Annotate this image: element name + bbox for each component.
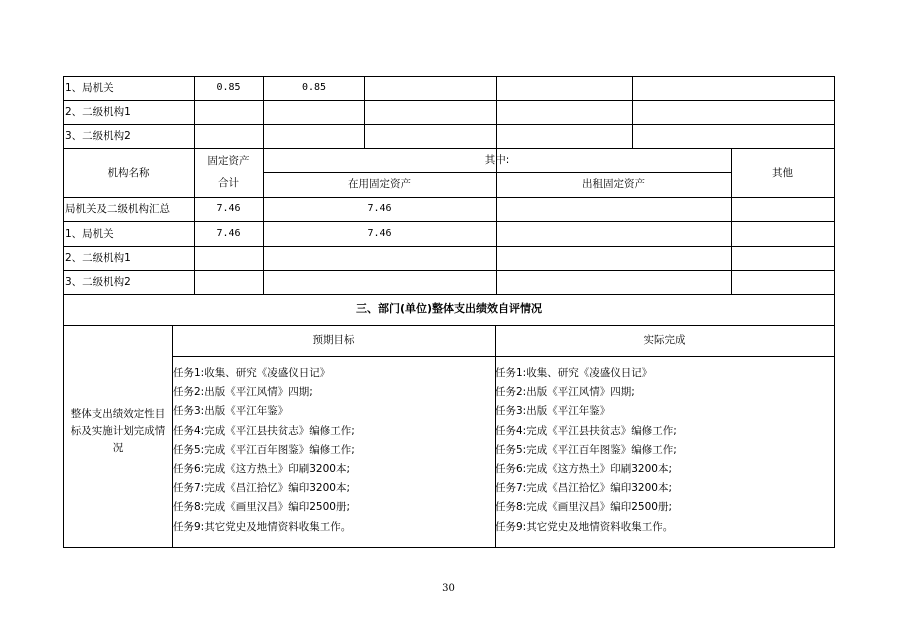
actual-task-item: 任务5:完成《平江百年图鉴》编修工作; — [495, 443, 677, 456]
expected-task-item: 任务3:出版《平江年鉴》 — [173, 405, 289, 418]
actual-task-item: 任务3:出版《平江年鉴》 — [495, 405, 611, 418]
table-rule — [63, 100, 835, 101]
column-header: 其他 — [772, 167, 793, 179]
column-header: 出租固定资产 — [582, 178, 645, 190]
section-title: 三、部门(单位)整体支出绩效自评情况 — [355, 302, 543, 315]
cell-value: 7.46 — [216, 228, 241, 239]
table-rule — [364, 76, 365, 148]
actual-task-item: 任务9:其它党史及地情资料收集工作。 — [495, 520, 674, 533]
row-label: 1、局机关 — [65, 82, 114, 94]
column-header: 预期目标 — [312, 334, 355, 346]
table-rule — [63, 197, 835, 198]
actual-task-item: 任务6:完成《这方热土》印刷3200本; — [495, 463, 672, 475]
table-rule — [63, 124, 835, 125]
table-rule — [632, 76, 633, 148]
performance-table — [63, 76, 835, 548]
column-header: 机构名称 — [107, 167, 150, 179]
expected-task-item: 任务6:完成《这方热土》印刷3200本; — [173, 463, 350, 475]
actual-task-item: 任务8:完成《画里汉昌》编印2500册; — [495, 501, 672, 514]
row-label: 局机关及二级机构汇总 — [65, 203, 170, 215]
column-header: 固定资产 — [207, 155, 250, 167]
row-label: 2、二级机构1 — [65, 106, 131, 118]
row-label: 2、二级机构1 — [65, 252, 131, 264]
expected-task-item: 任务9:其它党史及地情资料收集工作。 — [173, 520, 352, 533]
table-rule — [63, 148, 835, 149]
cell-value: 7.46 — [367, 228, 392, 239]
table-rule — [63, 221, 835, 222]
table-rule — [63, 325, 835, 326]
page-number: 30 — [442, 583, 455, 594]
row-label: 3、二级机构2 — [65, 276, 131, 288]
actual-task-item: 任务1:收集、研究《凌盛仪日记》 — [495, 367, 653, 379]
expected-task-item: 任务5:完成《平江百年图鉴》编修工作; — [173, 443, 355, 456]
column-header: 其中: — [484, 154, 510, 166]
actual-task-item: 任务7:完成《昌江拾忆》编印3200本; — [495, 482, 672, 495]
expected-task-item: 任务2:出版《平江风情》四期; — [173, 386, 313, 399]
cell-value: 0.85 — [302, 82, 327, 93]
actual-task-item: 任务2:出版《平江风情》四期; — [495, 386, 635, 399]
expected-task-item: 任务4:完成《平江县扶贫志》编修工作; — [173, 424, 355, 437]
column-header: 在用固定资产 — [348, 178, 411, 190]
cell-value: 7.46 — [367, 203, 392, 214]
table-rule — [63, 76, 835, 77]
expected-task-item: 任务1:收集、研究《凌盛仪日记》 — [173, 367, 331, 379]
table-rule — [63, 246, 835, 247]
row-label: 1、局机关 — [65, 228, 114, 240]
table-rule — [63, 294, 835, 295]
column-header: 合计 — [218, 177, 239, 189]
expected-task-item: 任务7:完成《昌江拾忆》编印3200本; — [173, 482, 350, 495]
row-label: 3、二级机构2 — [65, 130, 131, 142]
table-rule — [263, 172, 731, 173]
expected-task-item: 任务8:完成《画里汉昌》编印2500册; — [173, 501, 350, 514]
row-label: 整体支出绩效定性目标及实施计划完成情况 — [70, 408, 166, 454]
table-rule — [63, 547, 835, 548]
cell-value: 0.85 — [216, 82, 241, 93]
column-header: 实际完成 — [643, 334, 686, 346]
actual-task-item: 任务4:完成《平江县扶贫志》编修工作; — [495, 424, 677, 437]
table-rule — [63, 270, 835, 271]
cell-value: 7.46 — [216, 203, 241, 214]
table-rule — [172, 356, 835, 357]
